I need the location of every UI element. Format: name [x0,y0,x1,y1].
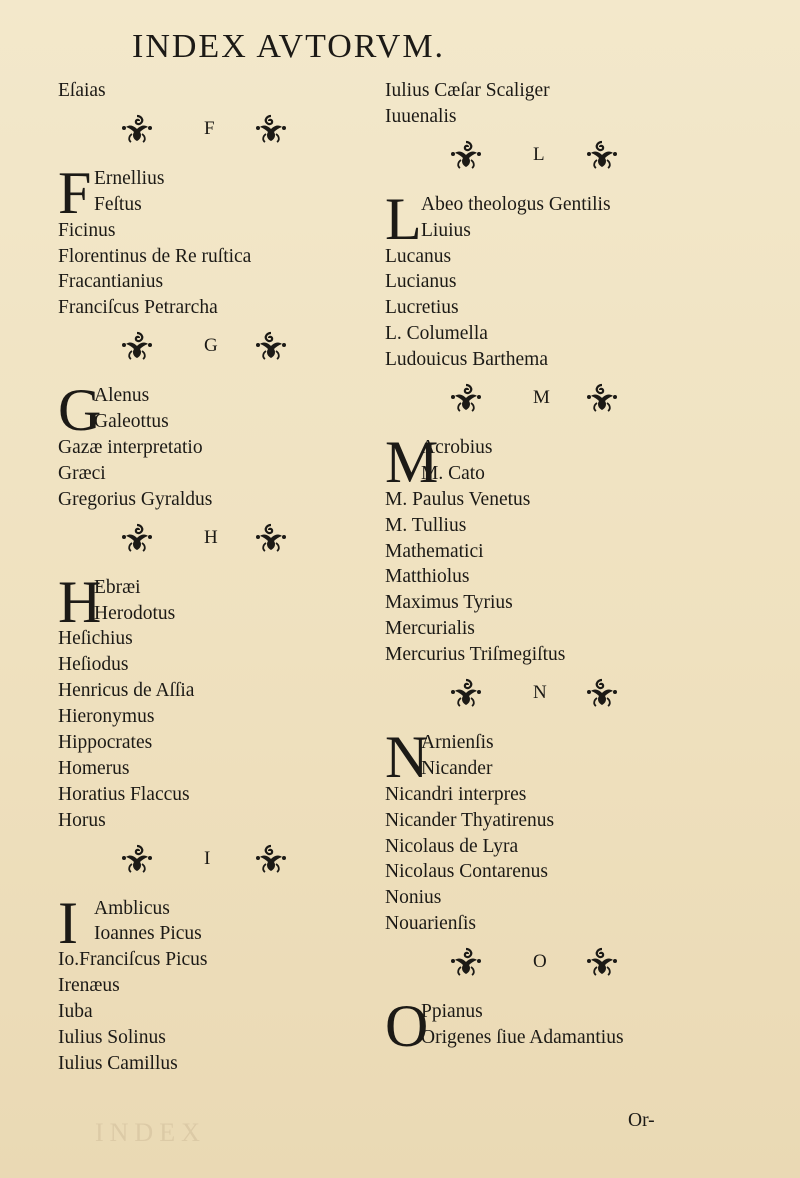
drop-cap: H [58,568,102,635]
section-divider-f [58,104,348,166]
drop-cap: O [385,993,429,1060]
fleuron-icon [120,842,154,876]
index-entry: Nicolaus Contarenus [385,861,549,883]
section-lead [385,429,715,496]
index-entry: Iulius Camillus [58,1052,178,1074]
index-entry: Franciſcus Petrarcha [58,297,218,319]
index-entry: Ludouicus Barthema [385,349,548,371]
bleed-through-text: INDEX [95,1118,206,1147]
fleuron-icon [449,138,483,172]
section-letter: M [533,387,550,409]
index-entry: L. Columella [385,323,488,345]
section-divider-o [385,937,715,999]
section-divider-n [385,668,715,730]
section-letter: N [533,682,547,704]
section-divider-g [58,321,348,383]
index-entry: Heſichius [58,628,133,650]
fleuron-icon [120,521,154,555]
index-entry: Nouarienſis [385,913,476,935]
index-entry: Ppianus [421,1001,483,1023]
index-entry: Hippocrates [58,732,153,754]
section-letter: I [204,847,211,869]
index-entry: Herodotus [94,602,176,624]
section-lead [385,185,715,252]
drop-cap: L [385,185,422,252]
index-entry: Acrobius [421,437,493,459]
index-entry: Nicander Thyatirenus [385,809,555,831]
section-divider-l [385,130,715,192]
index-entry: M. Paulus Venetus [385,488,531,510]
section-letter: O [533,951,547,973]
index-entry: Feſtus [94,193,142,215]
fleuron-icon [254,842,288,876]
fleuron-icon [449,676,483,710]
index-entry: Origenes ſiue Adamantius [421,1027,624,1049]
fleuron-icon [449,381,483,415]
index-entry: Io.Franciſcus Picus [58,949,208,971]
section-letter: H [204,526,218,548]
index-entry: Florentinus de Re ruſtica [58,245,252,267]
fleuron-icon [585,381,619,415]
drop-cap: M [385,429,439,496]
index-entry: Liuius [421,219,471,241]
section-letter: F [204,117,215,139]
index-entry: Nicandri interpres [385,783,527,805]
section-lead [58,568,348,635]
index-entry: Lucretius [385,297,459,319]
section-lead [58,159,348,226]
index-entry: Galeottus [94,411,169,433]
index-entry: Ebræi [94,576,141,598]
running-head: INDEX AVTORVM. [132,28,446,65]
section-lead [58,377,348,444]
index-entry: Eſaias [58,80,106,101]
drop-cap: G [58,377,102,444]
catchword: Or- [628,1110,655,1131]
fleuron-icon [120,329,154,363]
index-entry: Iuuenalis [385,105,457,127]
index-entry: Heſiodus [58,654,129,676]
index-entry: Mathematici [385,540,484,562]
index-entry: Gregorius Gyraldus [58,488,213,510]
section-letter: L [533,143,545,165]
index-entry: Nicolaus de Lyra [385,835,519,857]
index-entry: M. Cato [421,462,485,484]
index-entry: Hieronymus [58,706,155,728]
index-entry: Maximus Tyrius [385,592,513,614]
fleuron-icon [120,112,154,146]
fleuron-icon [585,945,619,979]
index-entry: Iuba [58,1001,93,1023]
index-entry: Amblicus [94,897,170,919]
fleuron-icon [254,329,288,363]
index-entry: Iulius Cæſar Scaliger [385,80,550,101]
index-entry: Ficinus [58,219,116,241]
index-entry: Matthiolus [385,566,470,588]
index-entry: Arnienſis [421,732,494,754]
index-entry: Nicander [421,757,493,779]
index-entry: Gazæ interpretatio [58,437,203,459]
drop-cap: F [58,159,92,226]
fleuron-icon [254,112,288,146]
index-entry: Lucianus [385,271,457,293]
section-divider-m [385,373,715,435]
index-entry: Iulius Solinus [58,1027,166,1049]
index-entry: Nonius [385,887,442,909]
index-entry: Alenus [94,385,150,407]
section-lead [385,724,715,791]
index-entry: Irenæus [58,975,120,997]
section-letter: G [204,335,218,357]
fleuron-icon [585,676,619,710]
index-entry: Lucanus [385,245,452,267]
index-entry: Horus [58,809,106,831]
section-divider-i [58,834,348,896]
drop-cap: N [385,724,429,791]
drop-cap: I [58,889,78,956]
index-entry: Abeo theologus Gentilis [421,193,611,215]
fleuron-icon [254,521,288,555]
index-entry: Henricus de Aſſia [58,680,195,702]
index-entry: Mercurialis [385,618,475,640]
index-entry: M. Tullius [385,514,467,536]
fleuron-icon [449,945,483,979]
index-entry: Mercurius Triſmegiſtus [385,644,566,666]
index-entry: Ernellius [94,167,165,189]
index-entry: Fracantianius [58,271,164,293]
index-entry: Ioannes Picus [94,923,202,945]
index-entry: Homerus [58,757,130,779]
left-column [58,78,348,1077]
fleuron-icon [585,138,619,172]
section-divider-h [58,513,348,575]
index-entry: Horatius Flaccus [58,783,190,805]
section-lead [58,889,348,956]
section-lead [385,993,715,1060]
right-column [385,78,715,1060]
index-entry: Græci [58,462,106,484]
